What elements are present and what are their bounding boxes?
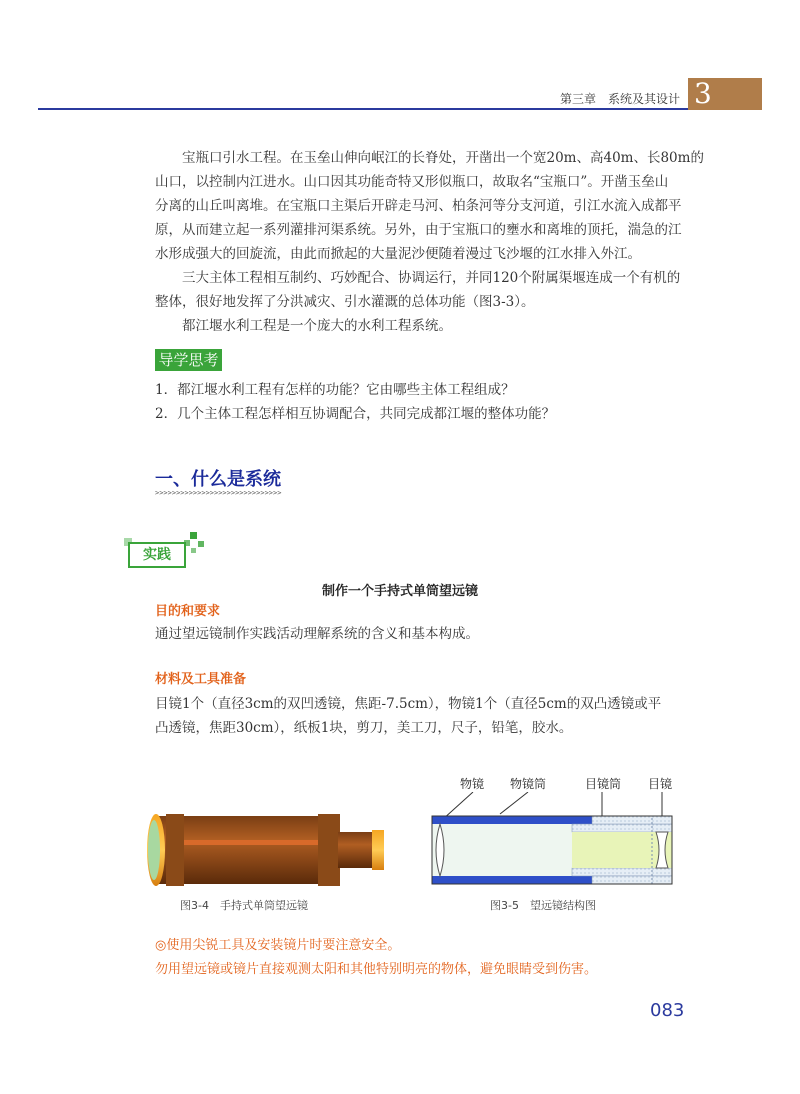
materials-line-1: 目镜1个（直径3cm的双凹透镜，焦距-7.5cm），物镜1个（直径5cm的双凸透镜或平 — [155, 696, 662, 712]
warning-2: 勿用望远镜或镜片直接观测太阳和其他特别明亮的物体，避免眼睛受到伤害。 — [155, 962, 598, 977]
intro-p1-line-4: 原，从而建立起一系列灌排河渠系统。另外，由于宝瓶口的壅水和离堆的顶托，湍急的江 — [155, 222, 682, 238]
eyepiece-tube-outer-bottom — [592, 876, 672, 884]
page-number: 083 — [650, 1000, 685, 1021]
intro-p2-line-1: 三大主体工程相互制约、巧妙配合、协调运行，并同120个附属渠堰连成一个有机的 — [182, 270, 681, 286]
eyepiece-tube-wall-top — [572, 824, 672, 832]
warning-1: ◎使用尖锐工具及安装镜片时要注意安全。 — [155, 938, 401, 953]
guide-question-2: 2．几个主体工程怎样相互协调配合，共同完成都江堰的整体功能？ — [155, 406, 556, 422]
telescope-illustration — [140, 810, 400, 890]
goal-text: 通过望远镜制作实践活动理解系统的含义和基本构成。 — [155, 626, 479, 642]
intro-p1-line-3: 分离的山丘叫离堆。在宝瓶口主渠后开辟走马河、柏条河等分支河道，引江水流入成都平 — [155, 198, 682, 214]
label-objective-lens: 物镜 — [460, 777, 485, 791]
objective-tube-wall-bottom — [432, 876, 592, 884]
chapter-number: 3 — [694, 77, 712, 110]
materials-line-2: 凸透镜，焦距30cm），纸板1块，剪刀，美工刀，尺子，铅笔，胶水。 — [155, 720, 573, 736]
label-objective-tube: 物镜筒 — [510, 777, 547, 791]
intro-p1-line-2: 山口，以控制内江进水。山口因其功能奇特又形似瓶口，故取名“宝瓶口”。开凿玉垒山 — [155, 174, 669, 190]
deco-square — [198, 541, 204, 547]
guide-label: 导学思考 — [155, 349, 222, 371]
eyepiece-tube-interior — [572, 832, 672, 868]
label-eyepiece-tube: 目镜筒 — [585, 777, 622, 791]
practice-label: 实践 — [128, 542, 186, 568]
tube-highlight — [180, 840, 330, 845]
objective-tube-body — [158, 816, 338, 884]
section-heading: 一、什么是系统 — [155, 469, 281, 490]
goal-heading: 目的和要求 — [155, 604, 221, 619]
deco-square — [191, 548, 196, 553]
eyepiece-tube-wall-bottom — [572, 868, 672, 876]
objective-tube-interior — [432, 824, 592, 876]
eyepiece-tube-outer-top — [592, 816, 672, 824]
leader-objective-tube — [500, 792, 528, 814]
chapter-label: 第三章 系统及其设计 — [560, 92, 681, 106]
label-eyepiece: 目镜 — [648, 777, 673, 791]
deco-square — [190, 532, 197, 539]
intro-p2-line-2: 整体，很好地发挥了分洪减灾、引水灌溉的总体功能（图3-3）。 — [155, 294, 535, 310]
tube-band — [318, 814, 340, 886]
figure-3-4-caption: 图3-4 手持式单筒望远镜 — [180, 899, 308, 912]
intro-p3: 都江堰水利工程是一个庞大的水利工程系统。 — [182, 318, 452, 334]
objective-tube-wall-top — [432, 816, 592, 824]
section-arrow-rule: >>>>>>>>>>>>>>>>>>>>>>>>>>>>>> — [155, 489, 282, 497]
intro-p1-line-5: 水形成强大的回旋流，由此而掀起的大量泥沙便随着漫过飞沙堰的江水排入外江。 — [155, 246, 641, 262]
tube-band — [166, 814, 184, 886]
header-rule — [38, 108, 688, 110]
figure-3-5-caption: 图3-5 望远镜结构图 — [490, 899, 596, 912]
materials-heading: 材料及工具准备 — [155, 672, 247, 687]
eyepiece-ring — [372, 830, 384, 870]
activity-title: 制作一个手持式单筒望远镜 — [321, 584, 478, 599]
guide-question-1: 1．都江堰水利工程有怎样的功能？它由哪些主体工程组成？ — [155, 382, 515, 398]
intro-p1-line-1: 宝瓶口引水工程。在玉垒山伸向岷江的长脊处，开凿出一个宽20m、高40m、长80m的 — [182, 150, 704, 166]
practice-badge — [124, 532, 214, 572]
telescope-structure-diagram — [428, 792, 678, 892]
objective-lens — [148, 820, 160, 880]
